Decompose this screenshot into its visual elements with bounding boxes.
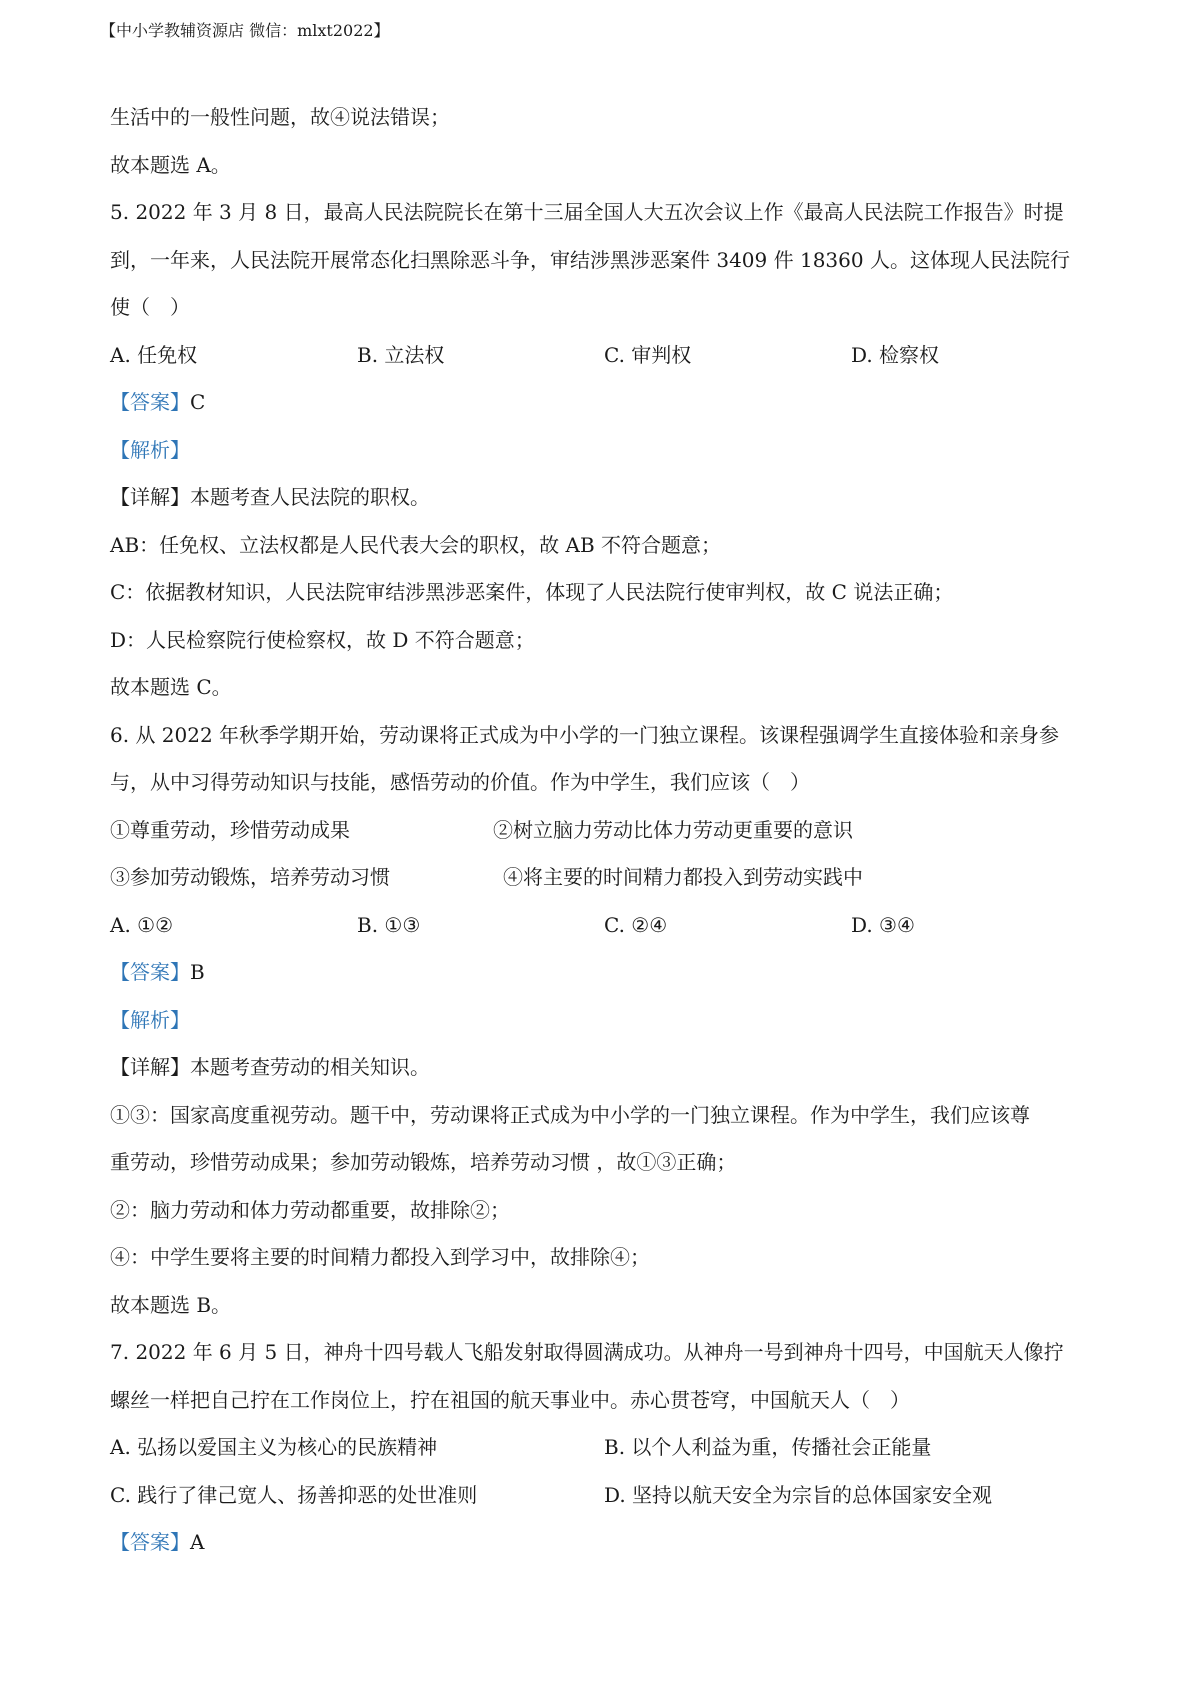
answer-value: B — [190, 960, 205, 984]
q7-options-row-2 — [110, 1472, 1110, 1520]
q6-option-d: D. ③④ — [851, 912, 915, 937]
q5-option-a: A. 任免权 — [110, 342, 198, 367]
answer-tag: 【答案】 — [110, 1530, 190, 1554]
q6-detail: 【详解】本题考查劳动的相关知识。 — [110, 1055, 430, 1079]
q5-options — [110, 332, 1110, 380]
q6-stem-line-1: 6. 从 2022 年秋季学期开始，劳动课将正式成为中小学的一门独立课程。该课程强调学生直接体验和亲身参 — [110, 722, 1060, 747]
q5-stem-line-1: 5. 2022 年 3 月 8 日，最高人民法院院长在第十三届全国人大五次会议上作《最高人民法院工作报告》时提 — [110, 200, 1064, 224]
q7-option-b: B. 以个人利益为重，传播社会正能量 — [604, 1435, 932, 1459]
q6-statement-3: ③参加劳动锻炼，培养劳动习惯 — [110, 865, 390, 889]
q6-statements-row-1 — [110, 807, 1110, 855]
q6-conclusion: 故本题选 B。 — [110, 1292, 232, 1317]
q5-answer — [110, 379, 1110, 427]
q7-option-d: D. 坚持以航天安全为宗旨的总体国家安全观 — [604, 1482, 993, 1507]
q5-option-b: B. 立法权 — [357, 342, 445, 367]
q6-analysis-tag: 【解析】 — [110, 1007, 190, 1032]
q6-explanation-2: 重劳动，珍惜劳动成果；参加劳动锻炼，培养劳动习惯 ，故①③正确； — [110, 1150, 737, 1174]
q6-explanation-4: ④：中学生要将主要的时间精力都投入到学习中，故排除④； — [110, 1245, 650, 1269]
answer-tag: 【答案】 — [110, 390, 190, 414]
q5-detail: 【详解】本题考查人民法院的职权。 — [110, 485, 430, 509]
q6-answer — [110, 949, 1110, 997]
q6-option-b: B. ①③ — [357, 912, 421, 937]
answer-value: C — [190, 390, 206, 414]
q6-statement-1: ①尊重劳动，珍惜劳动成果 — [110, 817, 350, 842]
page-header-watermark: 【中小学教辅资源店 微信：mlxt2022】 — [100, 21, 390, 40]
q5-explanation-2: C：依据教材知识，人民法院审结涉黑涉恶案件，体现了人民法院行使审判权，故 C 说法正确； — [110, 580, 954, 604]
q5-explanation-3: D：人民检察院行使检察权，故 D 不符合题意； — [110, 627, 535, 652]
q6-explanation-3: ②：脑力劳动和体力劳动都重要，故排除②； — [110, 1197, 510, 1222]
q7-stem-line-2: 螺丝一样把自己拧在工作岗位上，拧在祖国的航天事业中。赤心贯苍穹，中国航天人（ ） — [110, 1387, 910, 1412]
document-body — [110, 94, 1110, 1567]
q5-conclusion: 故本题选 C。 — [110, 675, 232, 699]
q6-explanation-1: ①③：国家高度重视劳动。题干中，劳动课将正式成为中小学的一门独立课程。作为中学生，我们应该尊 — [110, 1102, 1030, 1127]
q7-option-c: C. 践行了律己宽人、扬善抑恶的处世准则 — [110, 1482, 478, 1507]
q6-statements-row-2 — [110, 854, 1110, 902]
q7-options-row-1 — [110, 1424, 1110, 1472]
q6-option-c: C. ②④ — [604, 912, 668, 937]
q5-stem-line-2: 到，一年来，人民法院开展常态化扫黑除恶斗争，审结涉黑涉恶案件 3409 件 18360 人。这体现人民法院行 — [110, 247, 1070, 272]
q6-statement-2: ②树立脑力劳动比体力劳动更重要的意识 — [493, 817, 853, 842]
q5-option-d: D. 检察权 — [851, 342, 940, 367]
q6-options — [110, 902, 1110, 950]
answer-value: A — [190, 1530, 205, 1554]
q5-analysis-tag: 【解析】 — [110, 437, 190, 462]
q7-stem-line-1: 7. 2022 年 6 月 5 日，神舟十四号载人飞船发射取得圆满成功。从神舟一号到神舟十四号，中国航天人像拧 — [110, 1340, 1064, 1364]
answer-tag: 【答案】 — [110, 960, 190, 984]
prev-conclusion: 故本题选 A。 — [110, 152, 231, 177]
q6-stem-line-2: 与，从中习得劳动知识与技能，感悟劳动的价值。作为中学生，我们应该（ ） — [110, 770, 810, 794]
prev-explanation-line: 生活中的一般性问题，故④说法错误； — [110, 105, 450, 129]
q6-statement-4: ④将主要的时间精力都投入到劳动实践中 — [503, 865, 863, 889]
q7-answer — [110, 1519, 1110, 1567]
q6-option-a: A. ①② — [110, 912, 174, 937]
q5-stem-line-3: 使（ ） — [110, 295, 190, 319]
q7-option-a: A. 弘扬以爱国主义为核心的民族精神 — [110, 1435, 438, 1459]
q5-option-c: C. 审判权 — [604, 342, 692, 367]
q5-explanation-1: AB：任免权、立法权都是人民代表大会的职权，故 AB 不符合题意； — [110, 532, 721, 557]
